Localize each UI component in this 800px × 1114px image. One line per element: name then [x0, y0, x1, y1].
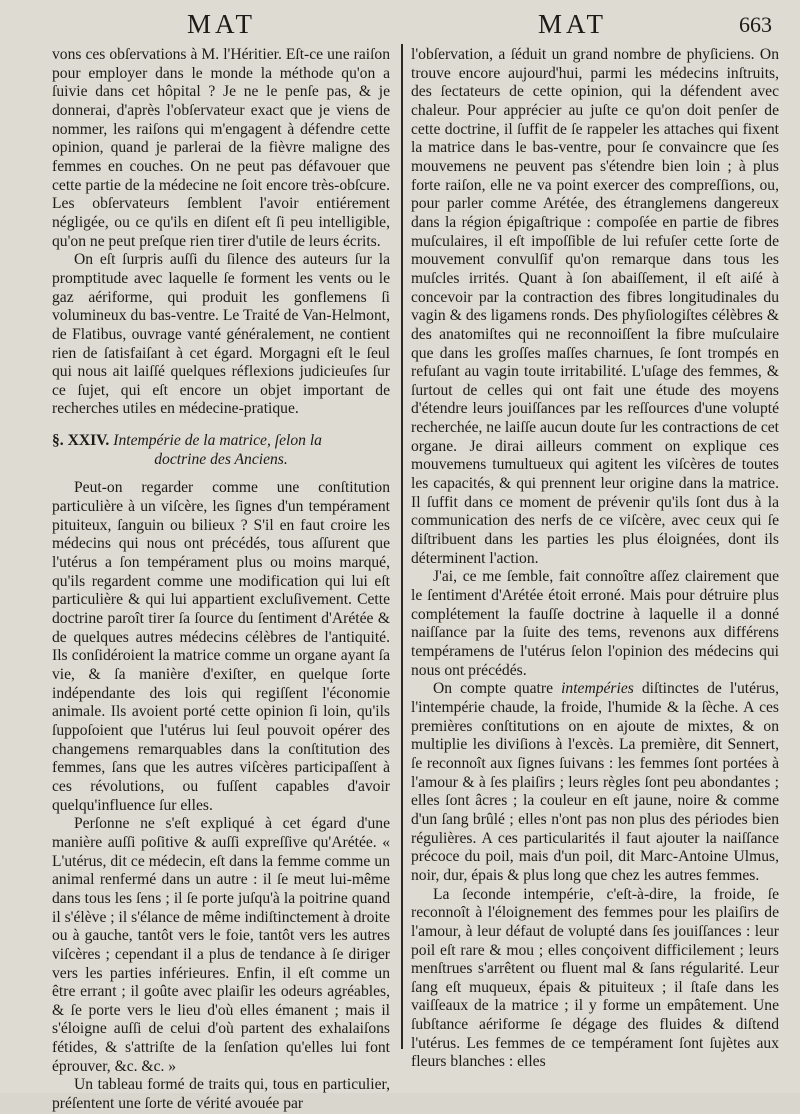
section-title: Intempérie de la matrice, ſelon la	[113, 432, 322, 450]
paragraph: On eſt ſurpris auſſi du ſilence des auteurs ſur la promptitude avec laquelle ſe forment les vents ou le gaz aériforme, qui produit les gonflemens ſi volumineux du bas-ventre. Le Traité de Van-Helmont, de Flatibus, ouvrage vanté généralement, ne contient rien de ſatisfaiſant à cet égard. Morgagni eſt le ſeul qui nous ait laiſſé quelques réflexions judicieuſes ſur ce ſujet, qui eſt encore un objet important de recherches utiles en médecine-pratique.	[52, 251, 390, 418]
paragraph: Perſonne ne s'eſt expliqué à cet égard d'une manière auſſi poſitive & auſſi expreſſive qu'Arétée. « L'utérus, dit ce médecin, eſt dans la femme comme un animal renfermé dans un autre : il ſe meut lui-même dans tous les ſens ; il ſe porte juſqu'à la poitrine quand il s'élève ; il s'élance de même indiſtinctement à droite ou à gauche, tantôt vers le foie, tantôt vers les autres viſcères ; cependant il a plus de tendance à ſe diriger vers les parties inférieures. Enfin, il eſt comme un être errant ; il goûte avec plaiſir les odeurs agréables, & ſe porte vers le lieu d'où elles émanent ; mais il s'éloigne auſſi de celui d'où partent des exhalaiſons fétides, & s'attriſte de la ſenſation qu'elles lui font éprouver, &c. &c. »	[52, 815, 390, 1075]
running-header-left: MAT	[187, 9, 257, 39]
text-run: diſtinctes de l'utérus, l'intempérie chaude, la froide, l'humide & la ſèche. A ces premières conſtitutions on en ajoute de mixtes, & on multiplie les diviſions à l'excès. La première, dit Sennert, ſe reconnoît aux ſignes ſuivans : les femmes ſont portées à l'amour & à ſes plaiſirs ; leurs règles ſont peu abondantes ; elles ſont âcres ; la couleur en eſt jaune, noire & comme d'un ſang brûlé ; elles n'ont pas non plus des périodes bien régulières. A ces particularités il faut ajouter la naiſſance précoce du poil, mais d'un poil, dit Marc-Antoine Ulmus, noir, dur, épais & plus long que chez les autres femmes.	[411, 680, 779, 884]
section-title-continued: doctrine des Anciens.	[154, 450, 288, 468]
running-header-right: MAT	[538, 9, 608, 39]
section-heading	[52, 432, 390, 469]
section-number: §. XXIV.	[52, 432, 110, 450]
column-divider	[401, 44, 403, 1049]
paragraph	[411, 680, 779, 885]
paragraph: Un tableau formé de traits qui, tous en particulier, préſentent une ſorte de vérité avouée par	[52, 1076, 390, 1113]
paragraph: Peut-on regarder comme une conſtitution particulière à un viſcère, les ſignes d'un tempérament pituiteux, ſanguin ou bilieux ? S'il en faut croire les médecins qui nous ont précédés, tous aſſurent que l'utérus a ſon tempérament plus ou moins marqué, qu'ils regardent comme une modification qui lui eſt particulière & qui lui appartient excluſivement. Cette doctrine paroît tirer ſa ſource du ſentiment d'Arétée & de quelques autres médecins célèbres de l'antiquité. Ils conſidéroient la matrice comme un organe ayant ſa vie, & ſa manière d'exiſter, en quelque ſorte indépendante des lois qui regiſſent l'économie animale. Ils avoient porté cette opinion ſi loin, qu'ils ſuppoſoient que l'utérus lui ſeul pouvoit opérer des changemens remarquables dans la conſtitution des femmes, ſans que les autres viſcères participaſſent à ces révolutions, ou fuſſent capables d'avoir quelqu'influence ſur elles.	[52, 479, 390, 814]
left-column	[52, 46, 390, 1114]
text-run: On compte quatre	[433, 680, 554, 698]
paragraph: vons ces obſervations à M. l'Héritier. Eſt-ce une raiſon pour employer dans le monde la méthode qu'on a ſuivie dans cet hôpital ? Je ne le penſe pas, & je donnerai, d'après l'obſervateur exact que je viens de nommer, les raiſons qui m'engagent à défendre cette opinion, quand je parlerai de la fièvre maligne des femmes en couches. On ne peut pas défavouer que cette partie de la médecine ne ſoit encore très-obſcure. Les obſervateurs ſemblent l'avoir entiérement négligée, ou ce qu'ils en diſent eſt ſi peu intelligible, qu'on ne peut preſque rien tirer d'utile de leurs écrits.	[52, 46, 390, 250]
emphasis: intempéries	[561, 680, 634, 698]
paragraph: J'ai, ce me ſemble, fait connoître aſſez clairement que le ſentiment d'Arétée étoit erroné. Mais pour détruire plus complétement la fauſſe doctrine à laquelle il a donné naiſſance par la ſuite des tems, revenons aux différens tempéramens de l'utérus ſelon l'opinion des médecins qui nous ont précédés.	[411, 568, 779, 679]
paragraph: l'obſervation, a ſéduit un grand nombre de phyſiciens. On trouve encore aujourd'hui, parmi les médecins inſtruits, des ſectateurs de cette opinion, qui la défendent avec chaleur. Pour apprécier au juſte ce qu'on doit penſer de cette doctrine, il ſuffit de ſe rappeler les attaches qui fixent la matrice dans le bas-ventre, pour ſe convaincre que ſes mouvemens ne peuvent pas s'étendre bien loin ; à plus forte raiſon, elle ne va point exercer des compreſſions, ou, pour parler comme Arétée, des étranglemens dangereux dans la région épigaſtrique : compoſée en partie de fibres muſculaires, il eſt impoſſible de lui refuſer cette ſorte de mouvement convulſif qu'on remarque dans tous les muſcles irrités. Quant à ſon abaiſſement, il eſt aiſé à concevoir par la contraction des fibres longitudinales du vagin & des ligamens ronds. Des phyſiologiſtes célèbres & des anatomiſtes qui ne reconnoiſſent la fibre muſculaire que dans les groſſes maſſes charnues, ſe ſont trompés en refuſant au vagin toute irritabilité. L'uſage des femmes, & ſurtout de celles qui ont fait une étude des moyens d'étendre leurs jouiſſances par les reſſources d'une volupté recherchée, ne laiſſe aucun doute ſur les contractions de cet organe. Je dirai ailleurs comment on explique ces mouvemens tumultueux qui agitent les viſcères de toutes les capacités, & qui prennent leur origine dans la matrice. Il ſuffit dans ce moment de prévenir qu'ils ſont dus à la communication des nerfs de ce viſcère, avec ceux qui ſe diſtribuent dans les parties les plus éloignées, dont ils déterminent l'action.	[411, 46, 780, 567]
paragraph: La ſeconde intempérie, c'eſt-à-dire, la froide, ſe reconnoît à l'éloignement des femmes pour les plaiſirs de l'amour, à leur défaut de volupté dans ſes jouiſſances : leur poil eſt rare & mou ; elles conçoivent difficilement ; leurs menſtrues s'arrêtent ou fluent mal & ſans régularité. Leur ſang eſt muqueux, épais & pituiteux ; il ſtaſe dans les vaiſſeaux de la matrice ; il y forme un empâtement. Une ſubſtance aériforme ſe dégage des fluides & diſtend l'utérus. Les femmes de ce tempérament ſont ſujètes aux fleurs blanches : elles	[411, 885, 779, 1071]
page-number: 663	[739, 12, 772, 37]
right-column	[411, 46, 779, 1072]
